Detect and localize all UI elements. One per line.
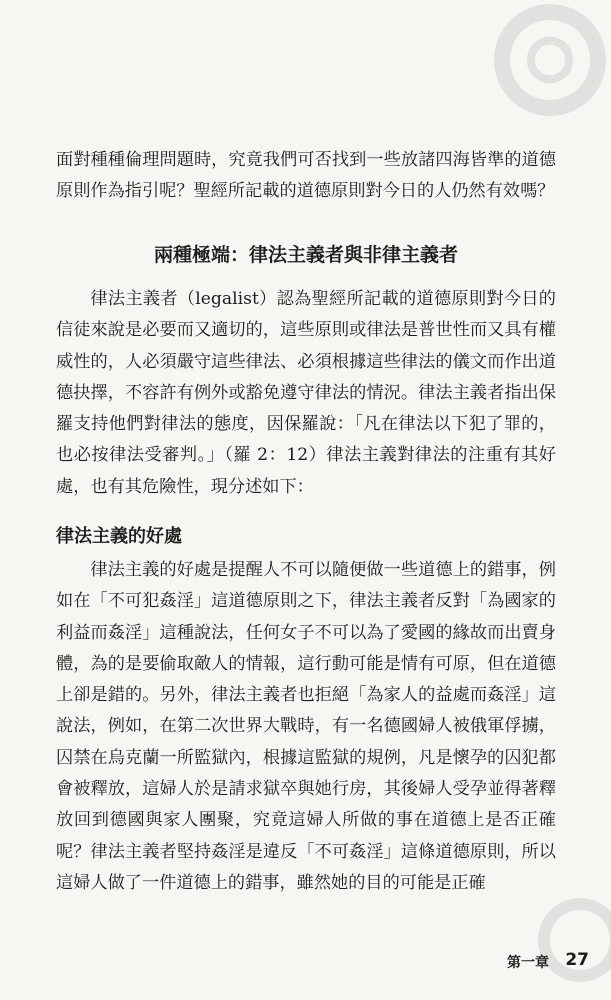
intro-block bbox=[56, 145, 556, 208]
subsection-paragraph: 律法主義的好處是提醒人不可以隨便做一些道德上的錯事，例如在「不可犯姦淫」這道德原則之下，律法主義者反對「為國家的利益而姦淫」這種說法，任何女子不可以為了愛國的緣故而出賣身體，為的是要偷取敵人的情報，這行動可能是情有可原，但在道德上卻是錯的。另外，律法主義者也拒絕「為家人的益處而姦淫」這說法，例如，在第二次世界大戰時，有一名德國婦人被俄軍俘擄，囚禁在烏克蘭一所監獄內，根據這監獄的規例，凡是懷孕的囚犯都會被釋放，這婦人於是請求獄卒與她行房，其後婦人受孕並得著釋放回到德國與家人團聚，究竟這婦人所做的事在道德上是否正確呢？律法主義者堅持姦淫是違反「不可姦淫」這條道德原則，所以這婦人做了一件道德上的錯事，雖然她的目的可能是正確 bbox=[56, 560, 556, 893]
gear-watermark-icon bbox=[470, 0, 611, 140]
subsection-block bbox=[56, 555, 556, 899]
chapter-label: 第一章 bbox=[507, 955, 549, 971]
page-number: 27 bbox=[565, 950, 589, 970]
section-block bbox=[56, 284, 556, 503]
section-paragraph: 律法主義者（legalist）認為聖經所記載的道德原則對今日的信徒來說是必要而又適切的，這些原則或律法是普世性而又具有權威性的，人必須嚴守這些律法、必須根據這些律法的儀文而作出道德抉擇，不容許有例外或豁免遵守律法的情況。律法主義者指出保羅支持他們對律法的態度，因保羅說：「凡在律法以下犯了罪的，也必按律法受審判。」（羅 2：12）律法主義對律法的注重有其好處，也有其危險性，現分述如下： bbox=[56, 289, 556, 497]
subsection-title: 律法主義的好處 bbox=[56, 526, 182, 547]
intro-paragraph: 面對種種倫理問題時，究竟我們可否找到一些放諸四海皆準的道德原則作為指引呢？聖經所記載的道德原則對今日的人仍然有效嗎？ bbox=[56, 150, 556, 202]
section-title: 兩種極端：律法主義者與非律主義者 bbox=[153, 244, 458, 266]
